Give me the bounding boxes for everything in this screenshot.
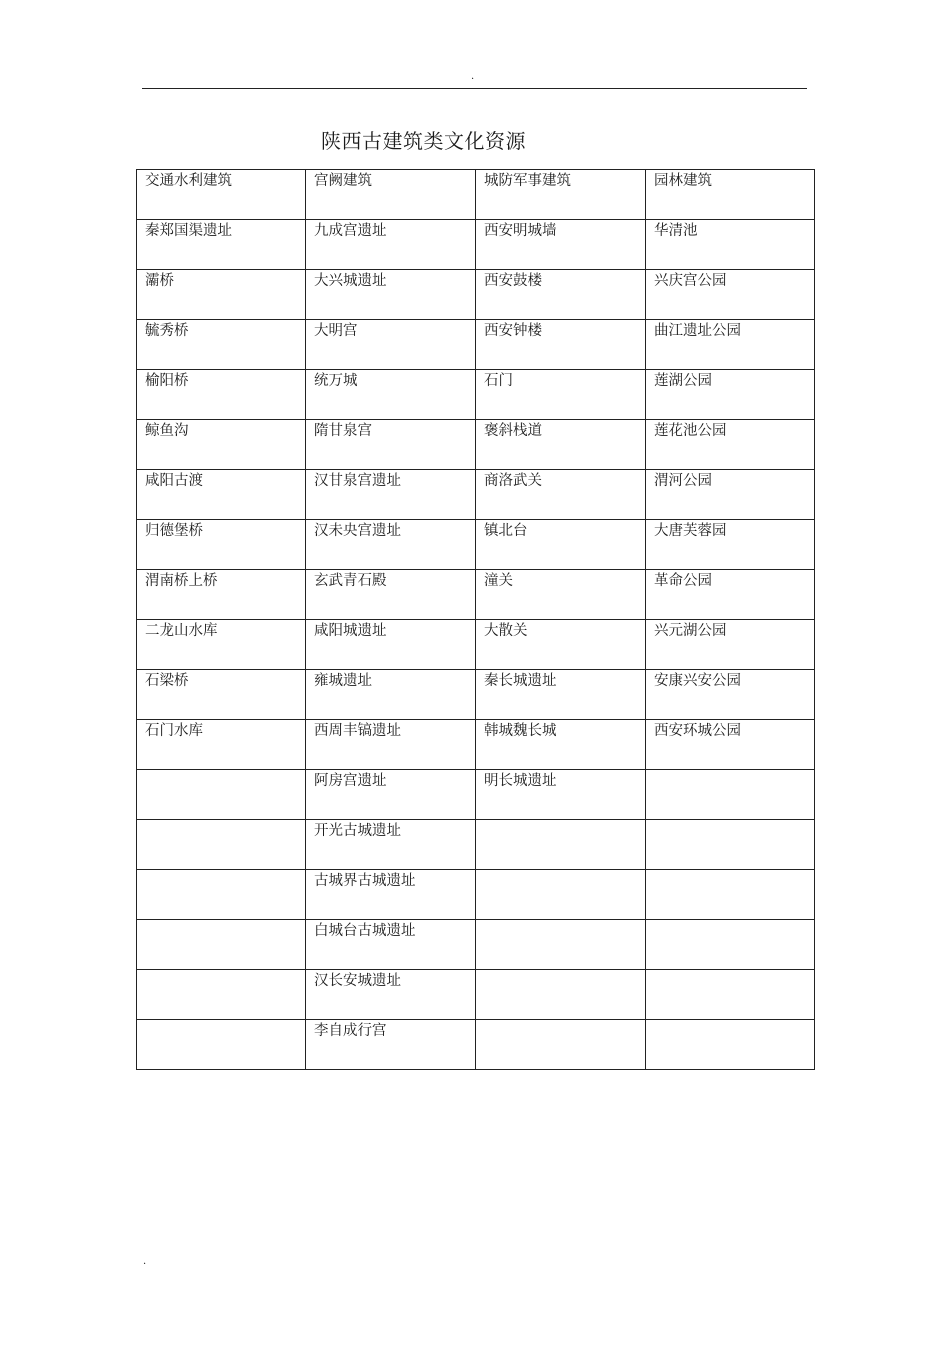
document-title: 陕西古建筑类文化资源 — [321, 129, 526, 153]
table-cell: 统万城 — [306, 370, 476, 420]
table-cell: 西安环城公园 — [646, 720, 815, 770]
table-cell — [476, 820, 646, 870]
table-cell — [646, 820, 815, 870]
table-row — [137, 670, 815, 720]
table-cell: 咸阳古渡 — [137, 470, 306, 520]
table-cell: 大唐芙蓉园 — [646, 520, 815, 570]
table-cell: 鲸鱼沟 — [137, 420, 306, 470]
table-cell: 兴元湖公园 — [646, 620, 815, 670]
table-cell: 归德堡桥 — [137, 520, 306, 570]
table-row — [137, 220, 815, 270]
table-cell: 灞桥 — [137, 270, 306, 320]
header-cell: 园林建筑 — [646, 170, 815, 220]
table-cell — [137, 770, 306, 820]
table-row — [137, 470, 815, 520]
table-cell: 曲江遗址公园 — [646, 320, 815, 370]
table-cell: 大散关 — [476, 620, 646, 670]
table-row — [137, 770, 815, 820]
table-header-row — [137, 170, 815, 220]
table-cell: 秦长城遗址 — [476, 670, 646, 720]
table-cell — [137, 820, 306, 870]
table-cell: 韩城魏长城 — [476, 720, 646, 770]
table-cell: 石梁桥 — [137, 670, 306, 720]
table-cell: 玄武青石殿 — [306, 570, 476, 620]
table-cell — [646, 770, 815, 820]
table-row — [137, 970, 815, 1020]
header-cell: 交通水利建筑 — [137, 170, 306, 220]
table-row — [137, 520, 815, 570]
table-cell: 莲湖公园 — [646, 370, 815, 420]
table-cell: 明长城遗址 — [476, 770, 646, 820]
table-row — [137, 570, 815, 620]
table-cell: 商洛武关 — [476, 470, 646, 520]
table-row — [137, 320, 815, 370]
header-cell: 城防军事建筑 — [476, 170, 646, 220]
table-row — [137, 270, 815, 320]
table-cell: 莲花池公园 — [646, 420, 815, 470]
table-cell: 雍城遗址 — [306, 670, 476, 720]
table-cell: 古城界古城遗址 — [306, 870, 476, 920]
table-cell — [137, 1020, 306, 1070]
table-cell — [137, 920, 306, 970]
table-cell: 大明宫 — [306, 320, 476, 370]
table-cell — [476, 870, 646, 920]
table-row — [137, 370, 815, 420]
table-cell: 汉长安城遗址 — [306, 970, 476, 1020]
table-cell: 西安钟楼 — [476, 320, 646, 370]
table-cell: 榆阳桥 — [137, 370, 306, 420]
table-cell: 西周丰镐遗址 — [306, 720, 476, 770]
table-cell: 褒斜栈道 — [476, 420, 646, 470]
table-row — [137, 1020, 815, 1070]
table-row — [137, 420, 815, 470]
table-cell: 渭南桥上桥 — [137, 570, 306, 620]
table-cell: 大兴城遗址 — [306, 270, 476, 320]
table-cell: 渭河公园 — [646, 470, 815, 520]
table-cell — [476, 970, 646, 1020]
table-row — [137, 870, 815, 920]
table-row — [137, 920, 815, 970]
table-cell: 阿房宫遗址 — [306, 770, 476, 820]
resources-table — [136, 169, 815, 1070]
table-cell — [646, 1020, 815, 1070]
table-body — [137, 170, 815, 1070]
table-cell: 二龙山水库 — [137, 620, 306, 670]
table-cell: 咸阳城遗址 — [306, 620, 476, 670]
table-cell — [476, 1020, 646, 1070]
table-cell: 潼关 — [476, 570, 646, 620]
table-cell — [646, 920, 815, 970]
table-cell: 毓秀桥 — [137, 320, 306, 370]
table-cell: 汉未央宫遗址 — [306, 520, 476, 570]
table-cell: 秦郑国渠遗址 — [137, 220, 306, 270]
table-cell: 隋甘泉宫 — [306, 420, 476, 470]
table-cell: 石门 — [476, 370, 646, 420]
table-cell — [646, 870, 815, 920]
table-cell: 安康兴安公园 — [646, 670, 815, 720]
table-cell: 华清池 — [646, 220, 815, 270]
table-row — [137, 620, 815, 670]
table-cell: 石门水库 — [137, 720, 306, 770]
table-cell: 白城台古城遗址 — [306, 920, 476, 970]
table-cell: 开光古城遗址 — [306, 820, 476, 870]
table-cell: 九成宫遗址 — [306, 220, 476, 270]
table-cell: 李自成行宫 — [306, 1020, 476, 1070]
table-cell — [137, 870, 306, 920]
table-cell: 兴庆宫公园 — [646, 270, 815, 320]
table-row — [137, 820, 815, 870]
table-cell: 革命公园 — [646, 570, 815, 620]
table-cell: 西安明城墙 — [476, 220, 646, 270]
header-rule — [142, 88, 807, 89]
table-cell: 汉甘泉宫遗址 — [306, 470, 476, 520]
table-cell — [646, 970, 815, 1020]
table-cell — [137, 970, 306, 1020]
header-cell: 宫阙建筑 — [306, 170, 476, 220]
header-dot: . — [471, 71, 475, 82]
table-cell — [476, 920, 646, 970]
footer-dot: . — [143, 1256, 147, 1267]
table-row — [137, 720, 815, 770]
table-cell: 西安鼓楼 — [476, 270, 646, 320]
table-cell: 镇北台 — [476, 520, 646, 570]
